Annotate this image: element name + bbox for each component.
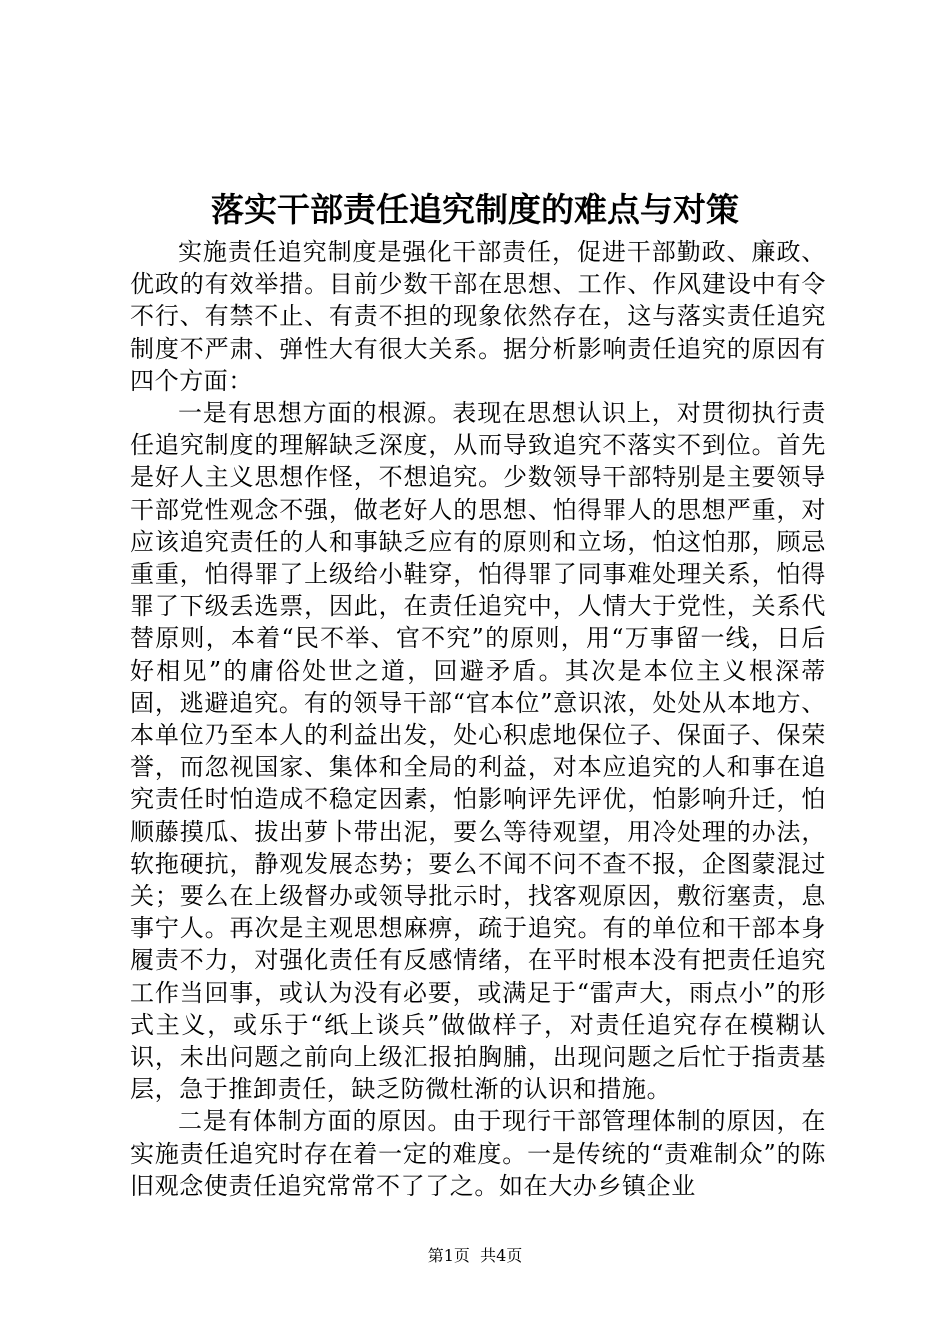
paragraph-intro: 实施责任追究制度是强化干部责任，促进干部勤政、廉政、优政的有效举措。目前少数干部在思想、工作、作风建设中有令不行、有禁不止、有责不担的现象依然存在，这与落实责任追究制度不严肃、弹性大有很大关系。据分析影响责任追究的原因有四个方面： xyxy=(130,238,826,395)
page-total: 共4页 xyxy=(480,1246,523,1265)
paragraph-system: 二是有体制方面的原因。由于现行干部管理体制的原因，在实施责任追究时存在着一定的难度。一是传统的“责难制众”的陈旧观念使责任追究常常不了了之。如在大办乡镇企业 xyxy=(130,1107,826,1200)
document-body xyxy=(130,236,826,1202)
page-footer xyxy=(0,1244,950,1268)
page-number: 第1页 xyxy=(427,1246,470,1265)
paragraph-ideology: 一是有思想方面的根源。表现在思想认识上，对贯彻执行责任追究制度的理解缺乏深度，从而导致追究不落实不到位。首先是好人主义思想作怪，不想追究。少数领导干部特别是主要领导干部党性观念不强，做老好人的思想、怕得罪人的思想严重，对应该追究责任的人和事缺乏应有的原则和立场，怕这怕那，顾忌重重，怕得罪了上级给小鞋穿，怕得罪了同事难处理关系，怕得罪了下级丢选票，因此，在责任追究中，人情大于党性，关系代替原则，本着“民不举、官不究”的原则，用“万事留一线，日后好相见”的庸俗处世之道，回避矛盾。其次是本位主义根深蒂固，逃避追究。有的领导干部“官本位”意识浓，处处从本地方、本单位乃至本人的利益出发，处心积虑地保位子、保面子、保荣誉，而忽视国家、集体和全局的利益，对本应追究的人和事在追究责任时怕造成不稳定因素，怕影响评先评优，怕影响升迁，怕顺藤摸瓜、拔出萝卜带出泥，要么等待观望，用冷处理的办法，软拖硬抗，静观发展态势；要么不闻不问不查不报，企图蒙混过关；要么在上级督办或领导批示时，找客观原因，敷衍塞责，息事宁人。再次是主观思想麻痹，疏于追究。有的单位和干部本身履责不力，对强化责任有反感情绪，在平时根本没有把责任追究工作当回事，或认为没有必要，或满足于“雷声大，雨点小”的形式主义，或乐于“纸上谈兵”做做样子，对责任追究存在模糊认识，未出问题之前向上级汇报拍胸脯，出现问题之后忙于指责基层，急于推卸责任，缺乏防微杜渐的认识和措施。 xyxy=(130,399,826,1104)
document-title: 落实干部责任追究制度的难点与对策 xyxy=(211,190,739,229)
